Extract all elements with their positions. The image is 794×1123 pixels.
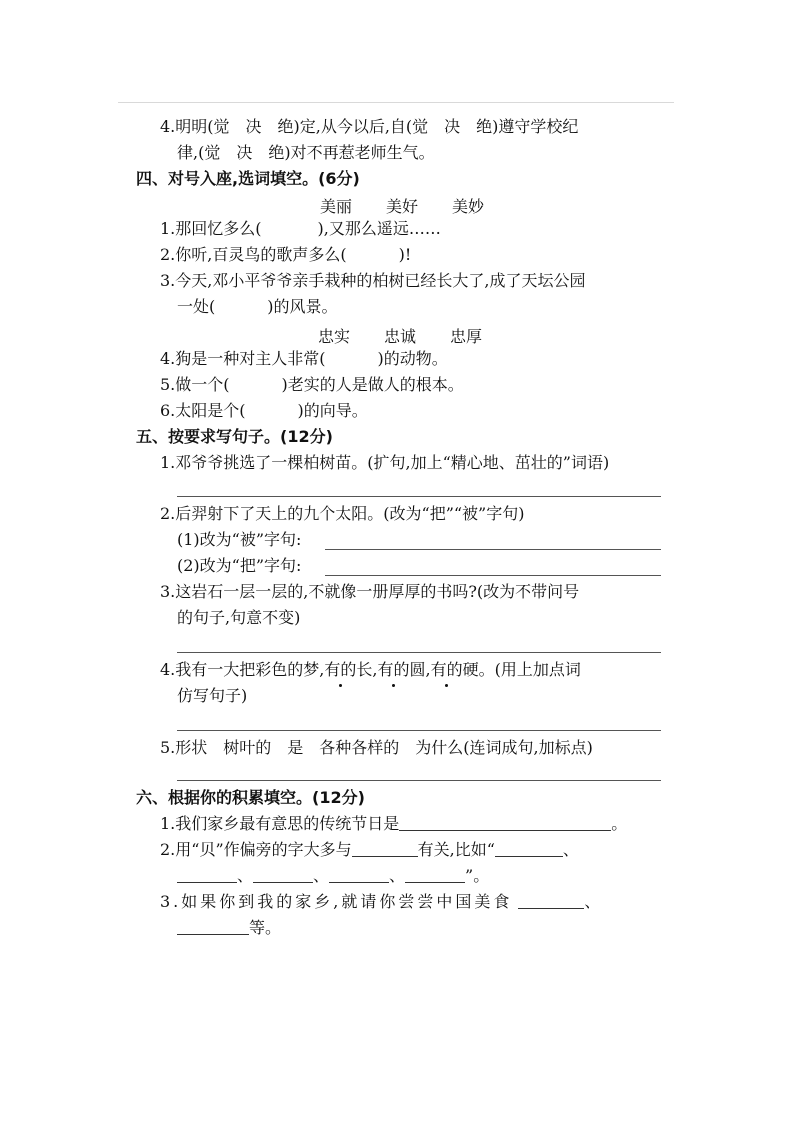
q5-item3-line2: 的句子,句意不变) [177, 608, 301, 627]
q4-item3-line2: 一处( )的风景。 [177, 297, 338, 316]
word-choice: 忠诚 [384, 327, 417, 346]
word-choice: 美丽 [320, 197, 353, 216]
answer-line[interactable] [325, 575, 661, 576]
q4-item5: 5.做一个( )老实的人是做人的根本。 [160, 375, 464, 394]
q5-item2: 2.后羿射下了天上的九个太阳。(改为“把”“被”字句) [160, 504, 525, 523]
q5-item1: 1.邓爷爷挑选了一棵柏树苗。(扩句,加上“精心地、茁壮的”词语) [160, 453, 610, 472]
answer-line[interactable] [177, 496, 661, 497]
q6-item2-line2: 、 、 、 ”。 [177, 865, 489, 887]
dotted-word: 有的 [377, 660, 410, 679]
q4-item3-line1: 3.今天,邓小平爷爷亲手栽种的柏树已经长大了,成了天坛公园 [160, 271, 586, 290]
dotted-word: 有的 [430, 660, 463, 679]
fill-blank[interactable] [405, 866, 465, 883]
q5-item2-1: (1)改为“被”字句: [177, 530, 302, 549]
fill-blank[interactable] [399, 814, 611, 831]
answer-line[interactable] [177, 730, 661, 731]
q6-item1: 1.我们家乡最有意思的传统节日是 。 [160, 814, 628, 833]
q5-item3-line1: 3.这岩石一层一层的,不就像一册厚厚的书吗?(改为不带问号 [160, 582, 580, 601]
section-5-title: 五、按要求写句子。(12分) [136, 427, 333, 446]
q5-item4-line2: 仿写句子) [177, 686, 248, 705]
fill-blank[interactable] [518, 892, 584, 909]
word-choices-1 [320, 194, 518, 217]
dotted-word: 有的 [324, 660, 357, 679]
word-choice: 美妙 [452, 197, 485, 216]
word-choice: 忠实 [318, 327, 351, 346]
q4-item6: 6.太阳是个( )的向导。 [160, 401, 368, 420]
q4-item4: 4.狗是一种对主人非常( )的动物。 [160, 349, 448, 368]
fill-blank[interactable] [253, 866, 313, 883]
section-4-title: 四、对号入座,选词填空。(6分) [136, 169, 360, 188]
fill-blank[interactable] [329, 866, 389, 883]
q6-item2-line1: 2.用“贝”作偏旁的字大多与 有关,比如“ 、 [160, 840, 579, 859]
q4-item1: 1.那回忆多么( ),又那么遥远…… [160, 219, 441, 238]
q5-item5: 5.形状 树叶的 是 各种各样的 为什么(连词成句,加标点) [160, 738, 593, 757]
answer-line[interactable] [177, 652, 661, 653]
word-choices-2 [318, 324, 516, 347]
q3-item4-line2: 律,(觉 决 绝)对不再惹老师生气。 [177, 143, 435, 162]
q4-item2: 2.你听,百灵鸟的歌声多么( )! [160, 245, 412, 264]
word-choice: 美好 [386, 197, 419, 216]
fill-blank[interactable] [352, 840, 418, 857]
q5-item2-2: (2)改为“把”字句: [177, 556, 302, 575]
answer-line[interactable] [325, 549, 661, 550]
q3-item4-line1: 4.明明(觉 决 绝)定,从今以后,自(觉 决 绝)遵守学校纪 [160, 117, 579, 136]
fill-blank[interactable] [177, 918, 249, 935]
section-6-title: 六、根据你的积累填空。(12分) [136, 788, 365, 807]
q6-item3-line1: 3.如果你到我的家乡,就请你尝尝中国美食 、 [160, 892, 604, 911]
q6-item3-line2: 等。 [177, 917, 281, 939]
header-divider [118, 102, 674, 103]
fill-blank[interactable] [177, 866, 237, 883]
q5-item4-line1: 4.我有一大把彩色的梦,有的长,有的圆,有的硬。(用上加点词 [160, 660, 581, 679]
answer-line[interactable] [177, 780, 661, 781]
fill-blank[interactable] [495, 840, 563, 857]
word-choice: 忠厚 [450, 327, 483, 346]
